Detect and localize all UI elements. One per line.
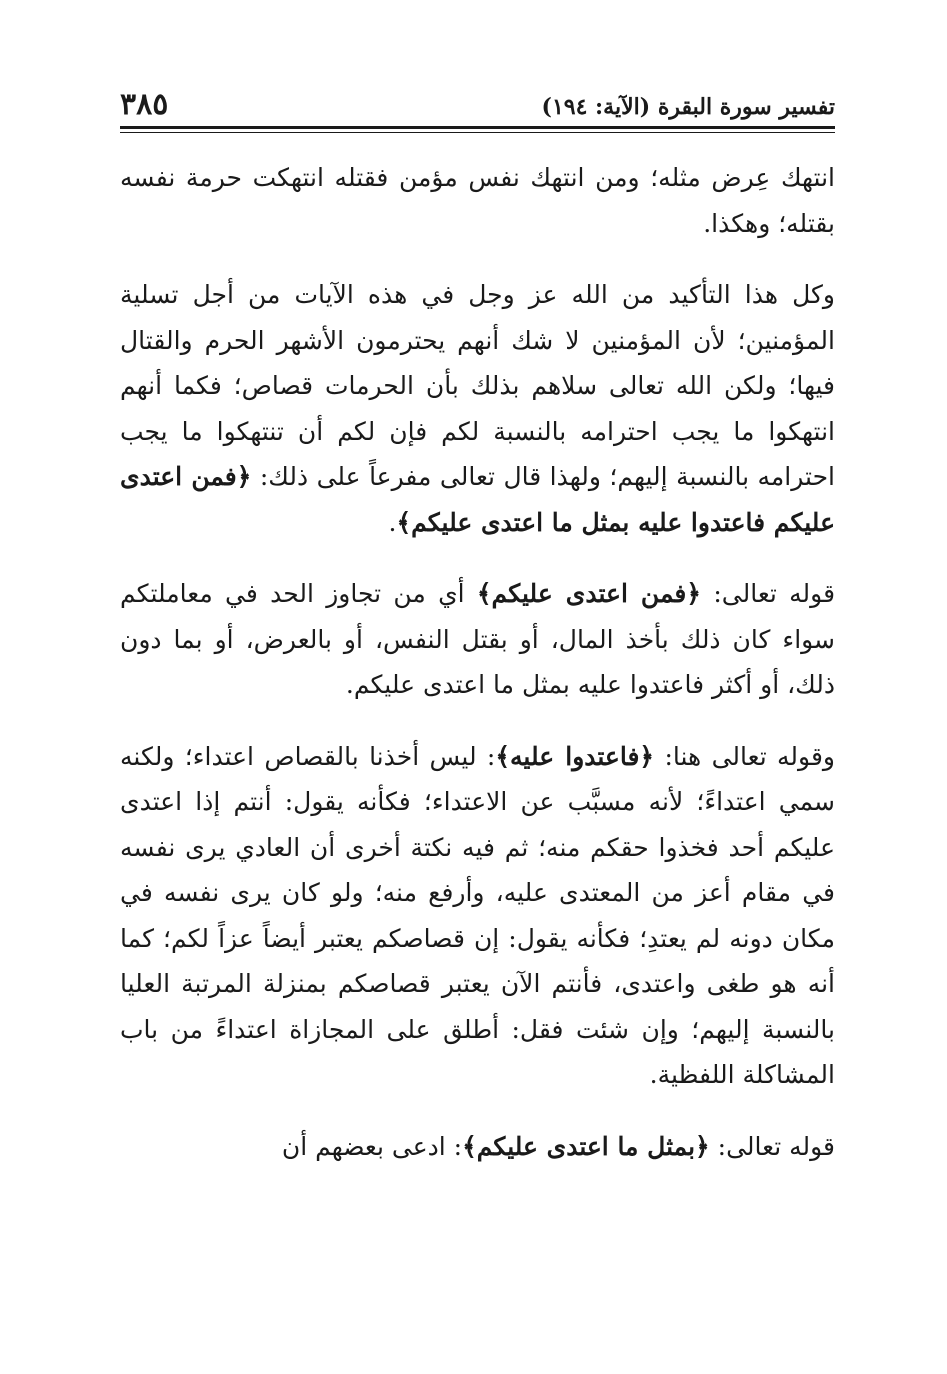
page-body xyxy=(120,155,835,1169)
paragraph-intro: وقوله تعالى هنا: xyxy=(654,741,835,771)
header-rule-thin xyxy=(120,132,835,133)
page-number: ٣٨٥ xyxy=(120,87,169,122)
paragraph-text: انتهك عِرض مثله؛ ومن انتهك نفس مؤمن فقتله انتهكت حرمة نفسه بقتله؛ وهكذا. xyxy=(120,163,835,238)
paragraph-text: أي من تجاوز الحد في معاملتكم سواء كان ذلك بأخذ المال، أو بقتل النفس، أو بالعرض، أو بما دون ذلك، أو أكثر فاعتدوا عليه بمثل ما اعتدى عليكم. xyxy=(120,579,835,699)
quran-verse: ﴿فمن اعتدى عليكم﴾ xyxy=(476,579,702,608)
paragraph-text: : ليس أخذنا بالقصاص اعتداء؛ ولكنه سمي اعتداءً؛ لأنه مسبَّب عن الاعتداء؛ فكأنه يقول: أنتم إذا اعتدى عليكم أحد فخذوا حقكم منه؛ ثم فيه نكتة أخرى أن العادي يرى نفسه في مقام أعز من المعتدى عليه، وأرفع منه؛ ولو كان يرى نفسه في مكان دونه لم يعتدِ؛ فكأنه يقول: إن قصاصكم يعتبر أيضاً عزاً لكم؛ كما أنه هو طغى واعتدى، فأنتم الآن يعتبر قصاصكم بمنزلة المرتبة العليا بالنسبة إليهم؛ وإن شئت فقل: أطلق على المجازاة اعتداءً من باب المشاكلة اللفظية. xyxy=(120,741,835,1089)
running-title: تفسير سورة البقرة (الآية: ١٩٤) xyxy=(541,94,835,120)
paragraph-4 xyxy=(120,734,835,1098)
paragraph-5 xyxy=(120,1124,835,1170)
paragraph-text: : ادعى بعضهم أن xyxy=(281,1131,463,1161)
paragraph-1 xyxy=(120,155,835,246)
paragraph-intro: قوله تعالى: xyxy=(709,1131,835,1161)
paragraph-text-end: . xyxy=(388,507,397,537)
page-header xyxy=(120,86,835,124)
quran-verse: ﴿فاعتدوا عليه﴾ xyxy=(495,741,655,771)
paragraph-text: وكل هذا التأكيد من الله عز وجل في هذه الآيات من أجل تسلية المؤمنين؛ لأن المؤمنين لا شك أنهم يحترمون الأشهر الحرم والقتال فيها؛ ولكن الله تعالى سلاهم بذلك بأن الحرمات قصاص؛ فكما أنهم انتهكوا ما يجب احترامه بالنسبة لكم فإن لكم أن تنتهكوا ما يجب احترامه بالنسبة إليهم؛ ولهذا قال تعالى مفرعاً على ذلك: xyxy=(120,280,835,491)
header-rule-thick xyxy=(120,126,835,129)
paragraph-3 xyxy=(120,571,835,708)
quran-verse: ﴿فمن اعتدى عليكم فاعتدوا عليه بمثل ما اعتدى عليكم﴾ xyxy=(120,462,835,537)
paragraph-intro: قوله تعالى: xyxy=(701,579,836,608)
quran-verse: ﴿بمثل ما اعتدى عليكم﴾ xyxy=(462,1131,710,1161)
paragraph-2 xyxy=(120,272,835,545)
